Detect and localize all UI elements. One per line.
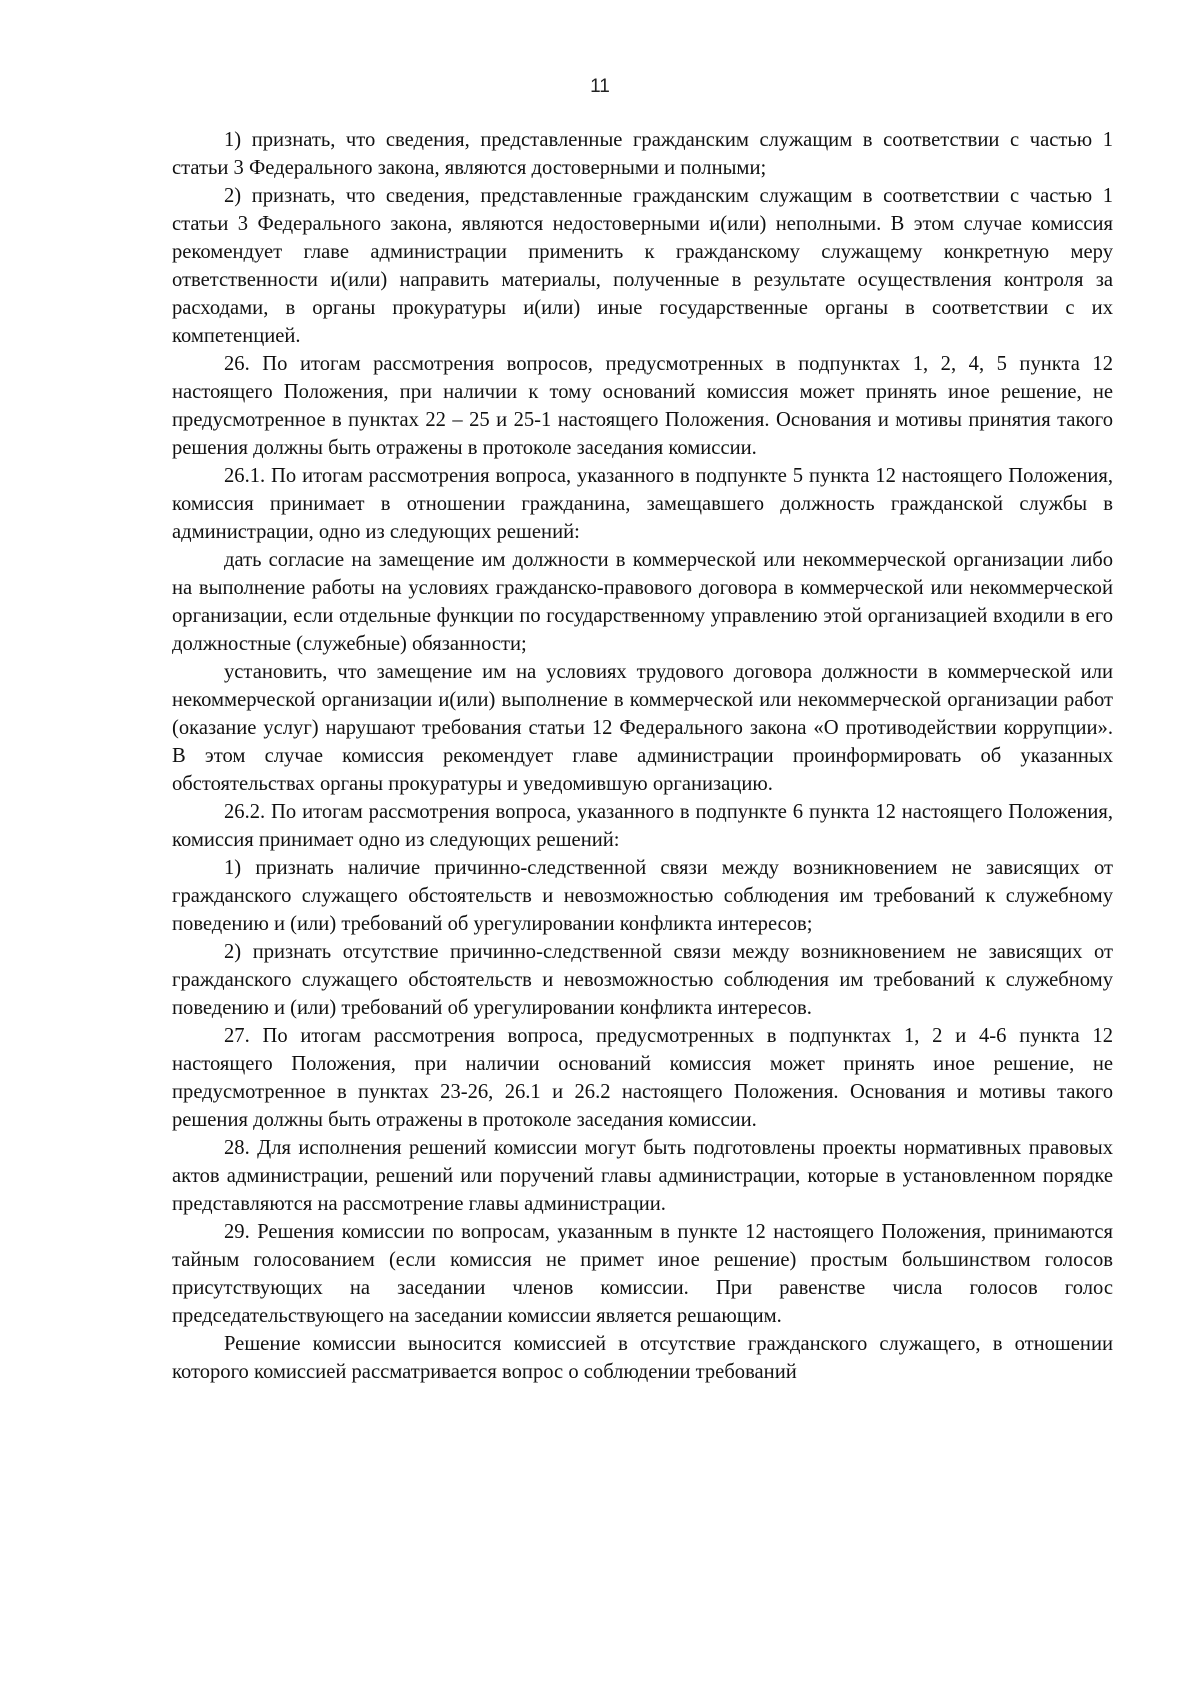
paragraph-26: 26. По итогам рассмотрения вопросов, предусмотренных в подпунктах 1, 2, 4, 5 пункта 12 настоящего Положения, при наличии к тому оснований комиссия может принять иное решение, не предусмотренное в пунктах 22 – 25 и 25-1 настоящего Положения. Основания и мотивы принятия такого решения должны быть отражены в протоколе заседания комиссии. xyxy=(172,353,1113,459)
paragraph-26-2-item-2: 2) признать отсутствие причинно-следственной связи между возникновением не зависящих от гражданского служащего обстоятельств и невозможностью соблюдения им требований к служебному поведению и (или) требований об урегулировании конфликта интересов. xyxy=(172,941,1113,1019)
paragraph-26-1: 26.1. По итогам рассмотрения вопроса, указанного в подпункте 5 пункта 12 настоящего Положения, комиссия принимает в отношении гражданина, замещавшего должность гражданской службы в администрации, одно из следующих решений: xyxy=(172,465,1113,543)
paragraph-29-decision: Решение комиссии выносится комиссией в отсутствие гражданского служащего, в отношении которого комиссией рассматривается вопрос о соблюдении требований xyxy=(172,1333,1113,1383)
paragraph-item-2: 2) признать, что сведения, представленные гражданским служащим в соответствии с частью 1 статьи 3 Федерального закона, являются недостоверными и(или) неполными. В этом случае комиссия рекомендует главе администрации применить к гражданскому служащему конкретную меру ответственности и(или) направить материалы, полученные в результате осуществления контроля за расходами, в органы прокуратуры и(или) иные государственные органы в соответствии с их компетенцией. xyxy=(172,185,1113,347)
paragraph-28: 28. Для исполнения решений комиссии могут быть подготовлены проекты нормативных правовых актов администрации, решений или поручений главы администрации, которые в установленном порядке представляются на рассмотрение главы администрации. xyxy=(172,1137,1113,1215)
document-body xyxy=(172,126,1113,1386)
paragraph-item-1: 1) признать, что сведения, представленные гражданским служащим в соответствии с частью 1 статьи 3 Федерального закона, являются достоверными и полными; xyxy=(172,129,1113,179)
paragraph-26-2-item-1: 1) признать наличие причинно-следственной связи между возникновением не зависящих от гражданского служащего обстоятельств и невозможностью соблюдения им требований к служебному поведению и (или) требований об урегулировании конфликта интересов; xyxy=(172,857,1113,935)
paragraph-26-1-option-consent: дать согласие на замещение им должности в коммерческой или некоммерческой организации либо на выполнение работы на условиях гражданско-правового договора в коммерческой или некоммерческой организации, если отдельные функции по государственному управлению этой организацией входили в его должностные (служебные) обязанности; xyxy=(172,549,1113,655)
paragraph-29: 29. Решения комиссии по вопросам, указанным в пункте 12 настоящего Положения, принимаются тайным голосованием (если комиссия не примет иное решение) простым большинством голосов присутствующих на заседании членов комиссии. При равенстве числа голосов голос председательствующего на заседании комиссии является решающим. xyxy=(172,1221,1113,1327)
page-number: 11 xyxy=(590,76,610,97)
paragraph-26-2: 26.2. По итогам рассмотрения вопроса, указанного в подпункте 6 пункта 12 настоящего Положения, комиссия принимает одно из следующих решений: xyxy=(172,801,1113,851)
paragraph-27: 27. По итогам рассмотрения вопроса, предусмотренных в подпунктах 1, 2 и 4-6 пункта 12 настоящего Положения, при наличии оснований комиссия может принять иное решение, не предусмотренное в пунктах 23-26, 26.1 и 26.2 настоящего Положения. Основания и мотивы такого решения должны быть отражены в протоколе заседания комиссии. xyxy=(172,1025,1113,1131)
paragraph-26-1-option-violation: установить, что замещение им на условиях трудового договора должности в коммерческой или некоммерческой организации и(или) выполнение в коммерческой или некоммерческой организации работ (оказание услуг) нарушают требования статьи 12 Федерального закона «О противодействии коррупции». В этом случае комиссия рекомендует главе администрации проинформировать об указанных обстоятельствах органы прокуратуры и уведомившую организацию. xyxy=(172,661,1113,795)
